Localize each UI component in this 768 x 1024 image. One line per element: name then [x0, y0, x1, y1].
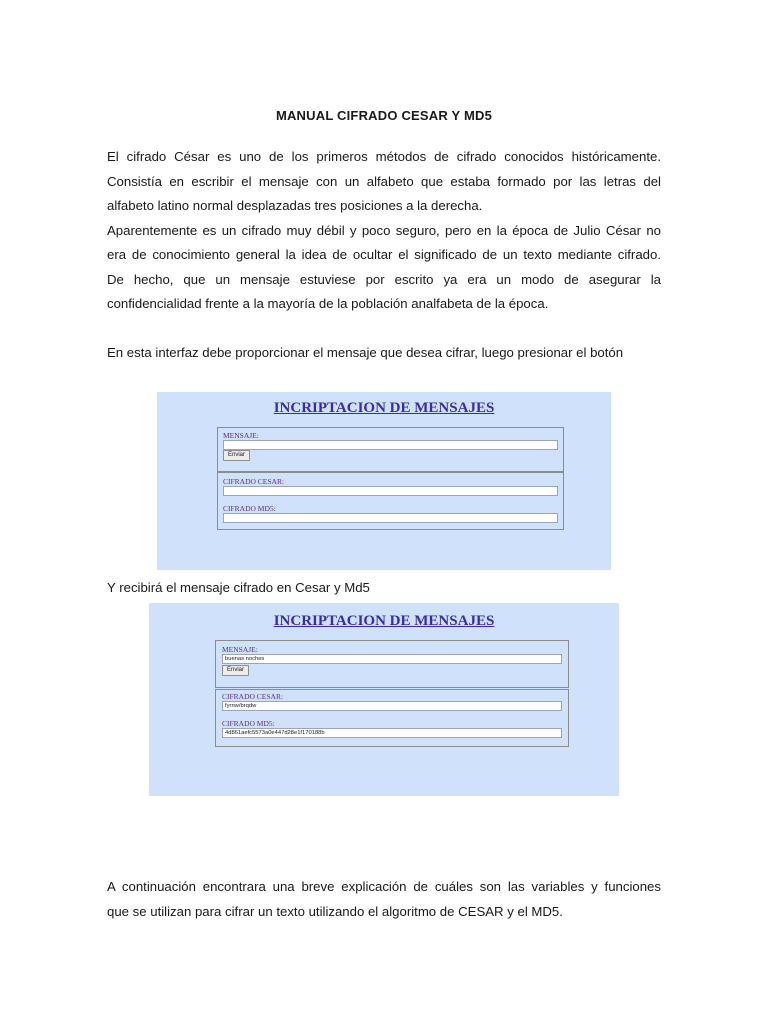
paragraph-line: El cifrado César es uno de los primeros métodos de cifrado conocidos históricamente. [107, 149, 661, 164]
cifrado-md5-label: CIFRADO MD5: [222, 719, 275, 728]
screenshot-empty-form [157, 392, 611, 570]
paragraph-line: alfabeto latino normal desplazadas tres posiciones a la derecha. [107, 198, 483, 213]
enviar-button[interactable]: Enviar [223, 450, 250, 461]
closing-paragraph [107, 875, 661, 924]
enviar-button[interactable]: Enviar [222, 665, 249, 676]
results-panel [217, 472, 564, 530]
paragraph-line: era de conocimiento general la idea de ocultar el significado de un texto mediante cifrado. [107, 247, 661, 262]
paragraph-line: confidencialidad frente a la mayoría de la población analfabeta de la época. [107, 296, 549, 311]
message-panel [217, 427, 564, 472]
paragraph-line: Consistía en escribir el mensaje con un alfabeto que estaba formado por las letras del [107, 173, 661, 189]
paragraph-line: De hecho, que un mensaje estuviese por escrito ya era un modo de asegurar la [107, 271, 661, 287]
instruction-paragraph [107, 341, 661, 366]
paragraph-line: Y recibirá el mensaje cifrado en Cesar y Md5 [107, 580, 370, 595]
paragraph-line: A continuación encontrara una breve explicación de cuáles son las variables y funciones [107, 879, 661, 894]
screenshot-filled-form [149, 603, 619, 796]
mensaje-input[interactable] [223, 440, 558, 450]
mensaje-label: MENSAJE: [223, 431, 259, 440]
cifrado-md5-field[interactable] [223, 513, 558, 523]
results-panel [215, 689, 569, 747]
intro-paragraph [107, 145, 661, 317]
document-title: MANUAL CIFRADO CESAR Y MD5 [275, 108, 493, 123]
form-heading: INCRIPTACION DE MENSAJES [273, 613, 495, 629]
cifrado-md5-field[interactable]: 4d861aefc5573a0e447d28e1f170188b [222, 728, 562, 738]
mensaje-label: MENSAJE: [222, 645, 258, 654]
paragraph-line: que se utilizan para cifrar un texto utilizando el algoritmo de CESAR y el MD5. [107, 903, 563, 919]
cifrado-cesar-field[interactable]: fyrnw/brqdw [222, 701, 562, 711]
mensaje-input[interactable]: buenas noches [222, 654, 562, 664]
message-panel [215, 640, 569, 688]
cifrado-cesar-field[interactable] [223, 486, 558, 496]
result-paragraph [107, 576, 661, 601]
cifrado-cesar-label: CIFRADO CESAR: [223, 477, 285, 486]
paragraph-line: Aparentemente es un cifrado muy débil y poco seguro, pero en la época de Julio César no [107, 222, 661, 238]
cifrado-cesar-label: CIFRADO CESAR: [222, 692, 284, 701]
paragraph-line: En esta interfaz debe proporcionar el mensaje que desea cifrar, luego presionar el botón [107, 345, 624, 360]
form-heading: INCRIPTACION DE MENSAJES [273, 400, 495, 416]
cifrado-md5-label: CIFRADO MD5: [223, 504, 276, 513]
